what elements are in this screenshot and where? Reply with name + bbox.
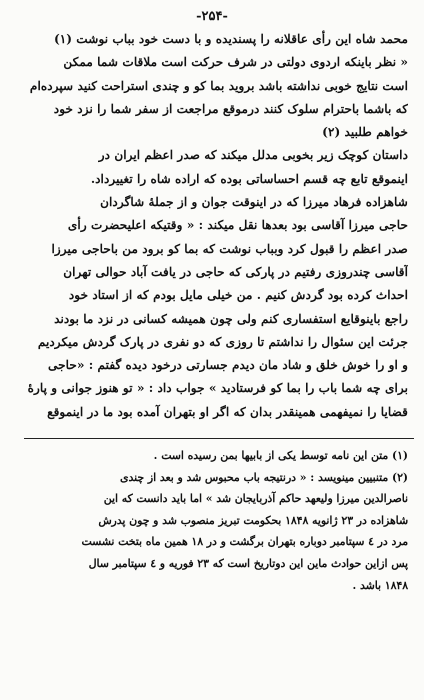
text-line: صدر اعظم را قبول کرد وبباب نوشت که بما کو برود من باحاجی میرزا xyxy=(51,241,408,256)
text-line: راجع باینوقایع استفساری کنم ولی چون همیشه کسانی در نزد ما بودند xyxy=(54,311,408,326)
text-line: که باشما باحترام سلوک کنند درموقع مراجعت از سفر شما را نزد خود xyxy=(53,101,408,116)
text-line: است نتایج خوبی نداشته باشد بروید بما کو و چندی استراحت کنید سپرده‌ام xyxy=(29,78,408,93)
main-text xyxy=(16,28,408,424)
text-line: خواهم طلبید (۲) xyxy=(322,125,408,140)
text-line: اینموقع تابع چه قسم احساساتی بوده که اراده شاه را تغییرداد. xyxy=(90,171,408,186)
footnotes xyxy=(16,445,408,596)
text-line: جرئت این سئوال را نداشتم تا روزی که دو نفری در پارک گردش میکردیم xyxy=(37,334,408,349)
footnote-line: شاهزاده در ۲۳ ژانویه ۱۸۴۸ بحکومت تبریز منصوب شد و چون پدرش xyxy=(98,513,408,527)
text-line: آقاسی چندروزی رفتیم در پارکی که حاجی در یافت آباد حوالی تهران xyxy=(63,264,408,279)
footnote-line: مرد در ٤ سپتامبر دوباره بتهران برگشت و در ۱۸ همین ماه بتخت نشست xyxy=(81,535,408,549)
footnote-line: ۱۸۴۸ باشد . xyxy=(352,578,408,592)
text-line: برای چه شما باب را بما کو فرستادید » جواب داد : « تو هنوز جوانی و پارهٔ xyxy=(27,381,408,396)
text-line: « نظر باینکه اردوی دولتی در شرف حرکت است ملاقات شما ممکن xyxy=(63,55,408,70)
footnote-line: ناصرالدین میرزا ولیعهد حاکم آذربایجان شد » اما باید دانست که این xyxy=(103,492,408,506)
text-line: قضایا را نمیفهمی همینقدر بدان که اگر او بتهران آمده بود ما در اینموقع xyxy=(47,404,408,419)
text-line: داستان کوچک زیر بخوبی مدلل میکند که صدر اعظم ایران در xyxy=(98,148,408,163)
text-line: حاجی میرزا آقاسی بود بعدها نقل میکند : « وقتیکه اعلیحضرت رأی xyxy=(67,218,408,233)
text-line: و او را خوش خلق و شاد مان دیدم جسارتی درخود دیده گفتم : «حاجی xyxy=(47,358,408,373)
footnote-line: (۲) متنبیین مینویسد : « درنتیجه باب محبوس شد و بعد از چندی xyxy=(120,470,408,484)
footnote-line: (۱) متن این نامه توسط یکی از بابیها بمن رسیده است . xyxy=(153,449,408,463)
footnote-line: پس ازاین حوادث ماین این دوتاریخ است که ۲۳ فوریه و ٤ سپتامبر سال xyxy=(88,557,408,571)
page-number: -۲۵۴- xyxy=(196,9,228,24)
text-line: محمد شاه این رأی عاقلانه را پسندیده و با دست خود بباب نوشت (۱) xyxy=(53,32,408,46)
footnote-divider xyxy=(24,438,414,439)
text-line: احداث کرده بود گردش کنیم . من خیلی مایل بودم که از استاد خود xyxy=(68,288,408,303)
text-line: شاهزاده فرهاد میرزا که در اینوقت جوان و از جملهٔ شاگردان xyxy=(100,195,408,210)
